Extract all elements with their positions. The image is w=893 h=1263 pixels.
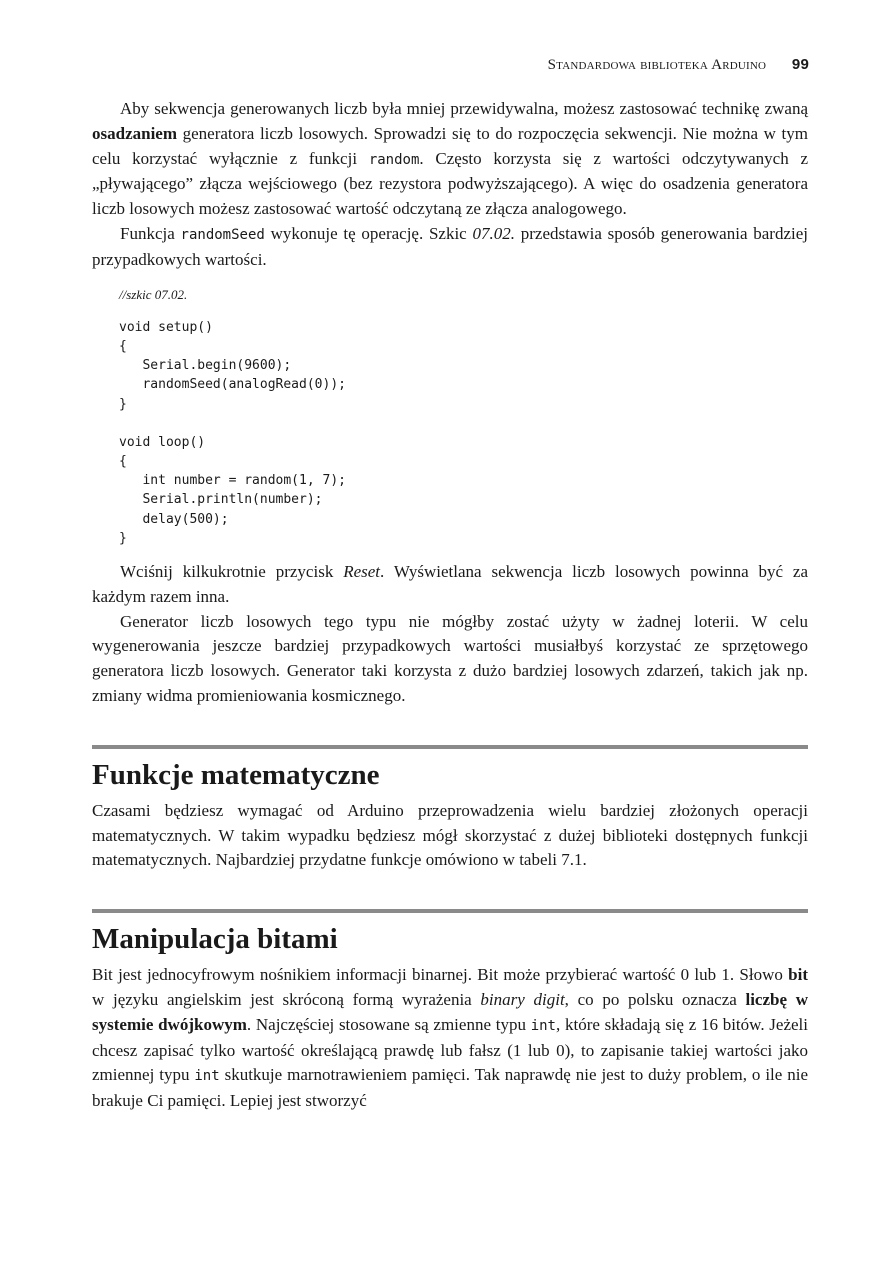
running-header-title: Standardowa biblioteka Arduino xyxy=(547,57,767,73)
term-binary-digit: binary digit xyxy=(480,990,565,1009)
page-number: 99 xyxy=(791,56,809,73)
running-header xyxy=(0,56,809,74)
section-divider xyxy=(92,745,808,749)
code-line: { xyxy=(119,454,127,470)
code-line: int number = random(1, 7); xyxy=(119,473,346,489)
section-title: Funkcje matematyczne xyxy=(92,758,380,791)
code-comment: //szkic 07.02. xyxy=(119,286,188,302)
term-osadzanie: osadzaniem xyxy=(92,123,177,143)
code-listing xyxy=(119,318,808,548)
paragraph-reset: Wciśnij kilkukrotnie przycisk Reset. Wyświetlana sekwencja liczb losowych powinna być za każdym razem inna. xyxy=(92,562,808,606)
term-bit: bit xyxy=(788,965,808,985)
section-math-functions xyxy=(92,745,808,873)
section-divider xyxy=(92,909,808,913)
inline-code-int: int xyxy=(530,1017,556,1034)
code-line: delay(500); xyxy=(119,511,229,527)
page-content xyxy=(92,97,808,1114)
paragraph-hardware-generator: Generator liczb losowych tego typu nie mógłby zostać użyty w żadnej loterii. W celu wygenerowania jeszcze bardziej przypadkowych wartości musiałbyś korzystać ze sprzętowego generatora liczb losowych. Generator taki korzysta z dużo bardziej losowych zdarzeń, takich jak np. zmiany widma promieniowania kosmicznego. xyxy=(92,611,808,706)
reset-term: Reset xyxy=(343,562,381,582)
inline-code-randomseed: randomSeed xyxy=(180,226,265,243)
paragraph-math: Czasami będziesz wymagać od Arduino przeprowadzenia wielu bardziej złożonych operacji matematycznych. W takim wypadku będziesz mógł skorzystać z dużej biblioteki dostępnych funkcji matematycznych. Najbardziej przydatne funkcje omówiono w tabeli 7.1. xyxy=(92,800,808,870)
term-binary-number: liczbę w systemie dwójkowym xyxy=(92,990,808,1034)
section-title: Manipulacja bitami xyxy=(92,923,338,956)
paragraph-randomseed: Funkcja randomSeed wykonuje tę operację. Szkic 07.02. przedstawia sposób generowania bardziej przypadkowych wartości. xyxy=(92,223,808,269)
code-line: } xyxy=(119,396,127,412)
code-line: Serial.println(number); xyxy=(119,492,323,508)
inline-code-int: int xyxy=(194,1068,220,1085)
code-line: void setup() xyxy=(119,319,213,335)
inline-code-random: random xyxy=(368,151,420,168)
code-line: void loop() xyxy=(119,434,206,450)
paragraph-seeding: Aby sekwencja generowanych liczb była mniej przewidywalna, możesz zastosować technikę zwaną osadzaniem generatora liczb losowych. Sprowadzi się to do rozpoczęcia sekwencji. Nie można w tym celu korzystać wyłącznie z funkcji random. Często korzysta się z wartości odczytywanych z „pływającego” złącza wejściowego (bez rezystora podwyższającego). A więc do osadzenia generatora liczb losowych możesz zastosować wartość odczytaną ze złącza analogowego. xyxy=(92,99,808,219)
section-bit-manipulation xyxy=(92,909,808,1114)
code-line: } xyxy=(119,530,127,546)
code-line: Serial.begin(9600); xyxy=(119,358,292,374)
code-line: { xyxy=(119,338,127,354)
sketch-ref: 07.02. xyxy=(472,223,515,243)
code-line xyxy=(119,414,808,433)
code-line: randomSeed(analogRead(0)); xyxy=(119,377,346,393)
paragraph-bits: Bit jest jednocyfrowym nośnikiem informacji binarnej. Bit może przybierać wartość 0 lub 1. Słowo bit w języku angielskim jest skróconą formą wyrażenia binary digit, co po polsku oznacza liczbę w systemie dwójkowym. Najczęściej stosowane są zmienne typu int, które składają się z 16 bitów. Jeżeli chcesz zapisać tylko wartość określającą prawdę lub fałsz (1 lub 0), to zapisanie takiej wartości jako zmiennej typu int skutkuje marnotrawieniem pamięci. Tak naprawdę nie jest to duży problem, o ile nie brakuje Ci pamięci. Lepiej jest stworzyć xyxy=(92,965,809,1111)
